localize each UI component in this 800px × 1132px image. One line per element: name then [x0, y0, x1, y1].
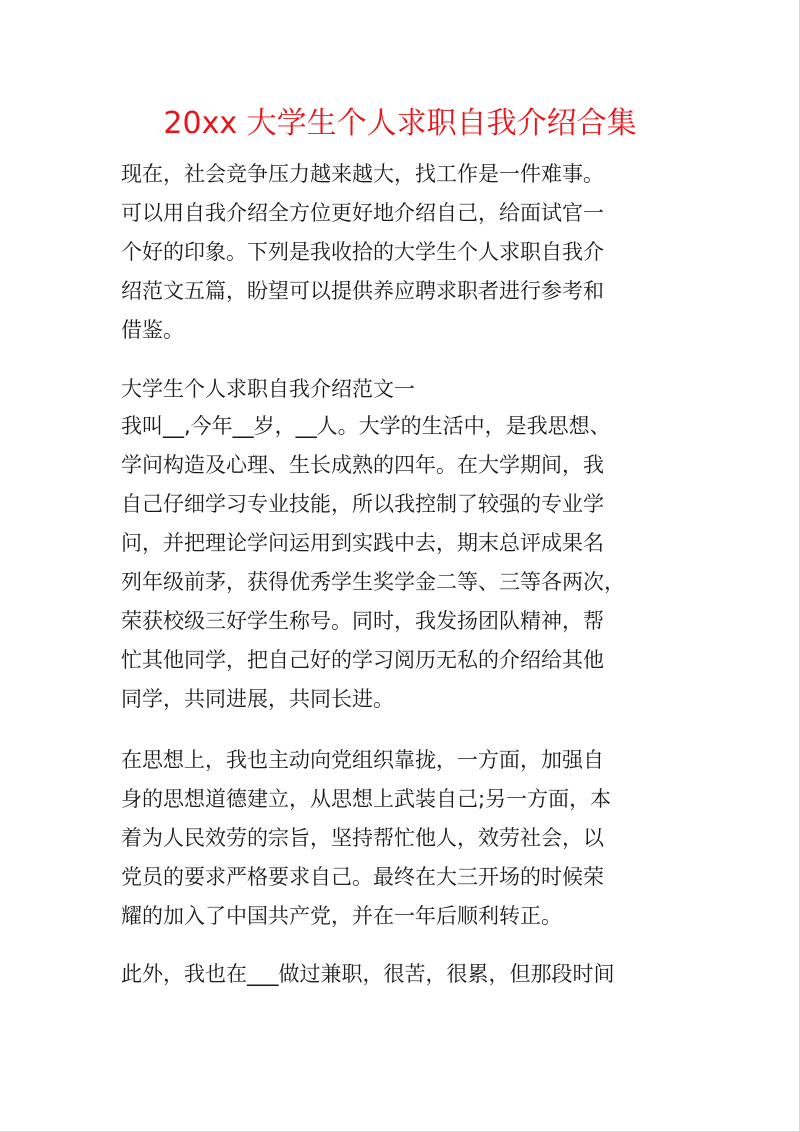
- intro-line-5: 借鉴。: [121, 318, 184, 342]
- para1-line-6: 荣获校级三好学生称号。同时，我发扬团队精神，帮: [121, 609, 604, 633]
- intro-line-1: 现在，社会竞争压力越来越大，找工作是一件难事。: [121, 162, 604, 186]
- para1-line-5: 列年级前茅，获得优秀学生奖学金二等、三等各两次，: [121, 570, 625, 594]
- para2-line-4: 党员的要求严格要求自己。最终在大三开场的时候荣: [121, 865, 604, 889]
- para1-line-8: 同学，共同进展，共同长进。: [121, 687, 394, 711]
- intro-paragraph: [121, 155, 696, 350]
- intro-line-2: 可以用自我介绍全方位更好地介绍自己，给面试官一: [121, 201, 604, 225]
- paragraph-1: [121, 407, 696, 719]
- para2-line-2: 身的思想道德建立，从思想上武装自己;另一方面，本: [121, 787, 612, 811]
- paragraph-2: [121, 741, 696, 936]
- document-title: 20xx 大学生个人求职自我介绍合集: [163, 106, 637, 141]
- para2-line-5: 耀的加入了中国共产党，并在一年后顺利转正。: [121, 904, 562, 928]
- intro-line-4: 绍范文五篇，盼望可以提供养应聘求职者进行参考和: [121, 279, 604, 303]
- section-heading-text: 大学生个人求职自我介绍范文一: [121, 377, 415, 401]
- para3-line-1: 此外，我也在___做过兼职，很苦，很累，但那段时间: [121, 962, 615, 986]
- para1-line-2: 学问构造及心理、生长成熟的四年。在大学期间，我: [121, 453, 604, 477]
- para2-line-1: 在思想上，我也主动向党组织靠拢，一方面，加强自: [121, 748, 604, 772]
- para1-line-3: 自己仔细学习专业技能，所以我控制了较强的专业学: [121, 492, 604, 516]
- para1-line-1: 我叫__,今年__岁，__人。大学的生活中，是我思想、: [121, 414, 611, 438]
- intro-line-3: 个好的印象。下列是我收拾的大学生个人求职自我介: [121, 240, 604, 264]
- section-heading: [121, 370, 696, 409]
- para2-line-3: 着为人民效劳的宗旨，坚持帮忙他人，效劳社会，以: [121, 826, 604, 850]
- para1-line-4: 问，并把理论学问运用到实践中去，期末总评成果名: [121, 531, 604, 555]
- paragraph-3: [121, 955, 696, 994]
- para1-line-7: 忙其他同学，把自己好的学习阅历无私的介绍给其他: [121, 648, 604, 672]
